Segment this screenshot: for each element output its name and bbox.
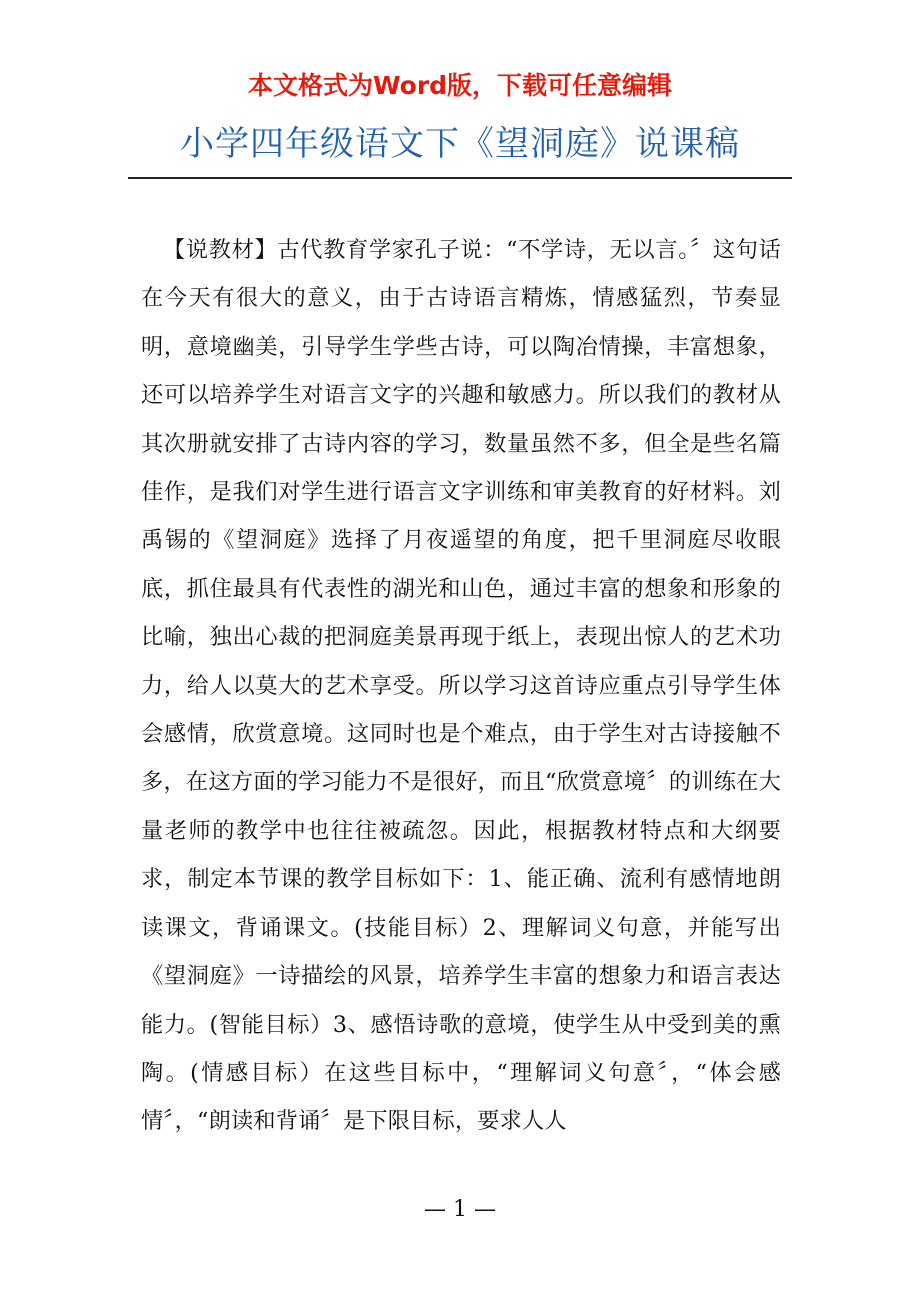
document-title: 小学四年级语文下《望洞庭》说课稿: [180, 124, 740, 164]
page-number: — 1 —: [424, 1197, 496, 1222]
format-notice-banner: 本文格式为Word版，下载可任意编辑: [247, 71, 673, 100]
title-divider: [128, 177, 792, 179]
body-paragraph: 【说教材】古代教育学家孔子说：“不学诗，无以言。〞这句话在今天有很大的意义，由于古诗语言精炼，情感猛烈，节奏显明，意境幽美，引导学生学些古诗，可以陶冶情操，丰富想象，还可以培养学生对语言文字的兴趣和敏感力。所以我们的教材从其次册就安排了古诗内容的学习，数量虽然不多，但全是些名篇佳作，是我们对学生进行语言文字训练和审美教育的好材料。刘禹锡的《望洞庭》选择了月夜遥望的角度，把千里洞庭尽收眼底，抓住最具有代表性的湖光和山色，通过丰富的想象和形象的比喻，独出心裁的把洞庭美景再现于纸上，表现出惊人的艺术功力，给人以莫大的艺术享受。所以学习这首诗应重点引导学生体会感情，欣赏意境。这同时也是个难点，由于学生对古诗接触不多，在这方面的学习能力不是很好，而且“欣赏意境〞的训练在大量老师的教学中也往往被疏忽。因此，根据教材特点和大纲要求，制定本节课的教学目标如下：1、能正确、流利有感情地朗读课文，背诵课文。(技能目标）2、理解词义句意，并能写出《望洞庭》一诗描绘的风景，培养学生丰富的想象力和语言表达能力。(智能目标）3、感悟诗歌的意境，使学生从中受到美的熏陶。(情感目标）在这些目标中，“理解词义句意〞，“体会感情〞，“朗读和背诵〞是下限目标，要求人人: [141, 237, 781, 1135]
